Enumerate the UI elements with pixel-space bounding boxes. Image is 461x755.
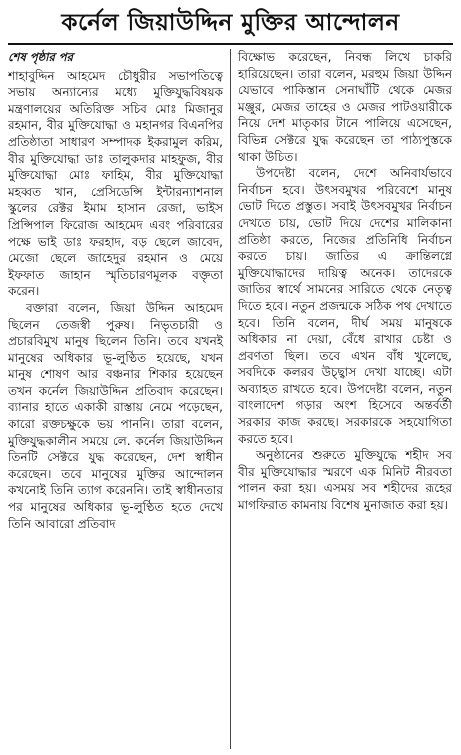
headline: কর্নেল জিয়াউদ্দিন মুক্তির আন্দোলন [61, 9, 400, 36]
paragraph: অনুষ্ঠানের শুরুতে মুক্তিযুদ্ধে শহীদ সব বীর মুক্তিযোদ্ধার স্মরণে এক মিনিট নীরবতা পালন করা হয়। এসময় সব শহীদের রূহের মাগফিরাত কামনায় বিশেষ মুনাজাত করা হয়। [238, 448, 452, 513]
left-column [8, 49, 230, 749]
right-column [230, 49, 452, 749]
paragraph: উপদেষ্টা বলেন, দেশে অনিবার্যভাবে নির্বাচন হবে। উৎসবমুখর পরিবেশে মানুষ ভোট দিতে প্রস্তুত। সবাই উৎসবমুখর নির্বাচন দেখতে চায়, ভোট দিয়ে দেশের মালিকানা প্রতিষ্ঠা করতে, নিজের প্রতিনিধি নির্বাচন করতে চায়। জাতির এ ক্রান্তিলগ্নে মুক্তিযোদ্ধাদের দায়িত্ব অনেক। তাদেরকে জাতির স্বার্থে সামনের সারিতে থেকে নেতৃত্ব দিতে হবে। নতুন প্রজন্মকে সঠিক পথ দেখাতে হবে। তিনি বলেন, দীর্ঘ সময় মানুষকে অধিকার না দেয়া, বেঁধে রাখার চেষ্টা ও প্রবণতা ছিল। তবে এখন বাঁধ খুলেছে, সবদিকে কলরব উচ্ছ্বাস দেখা যাচ্ছে। এটা অব্যাহত রাখতে হবে। উপদেষ্টা বলেন, নতুন বাংলাদেশ গড়ার অংশ হিসেবে অন্তর্বর্তী সরকার কাজ করছে। সরকারকে সহযোগিতা করতে হবে। [238, 166, 452, 446]
article-body [8, 49, 453, 749]
paragraph: বক্তারা বলেন, জিয়া উদ্দিন আহমেদ ছিলেন তেজস্বী পুরুষ। নিভৃতচারী ও প্রচারবিমুখ মানুষ ছিলেন তিনি। তবে যখনই মানুষের অধিকার ভূ-লুণ্ঠিত হয়েছে, যখন মানুষ শোষণ আর বঞ্চনার শিকার হয়েছেন তখন কর্নেল জিয়াউদ্দিন প্রতিবাদ করেছেন। ব্যানার হাতে একাকী রাস্তায় নেমে পড়েছেন, কারো রক্তচক্ষুকে ভয় পাননি। তারা বলেন, মুক্তিযুদ্ধকালীন সময়ে লে. কর্নেল জিয়াউদ্দিন তিনটি সেক্টরে যুদ্ধ করেছেন, দেশ স্বাধীন করেছেন। তবে মানুষের মুক্তির আন্দোলন কখনোই তিনি ত্যাগ করেননি। তাই স্বাধীনতার পর মানুষের অধিকার ভূ-লুণ্ঠিত হতে দেখে তিনি আবারো প্রতিবাদ [8, 300, 223, 531]
headline-divider [8, 43, 453, 45]
paragraph: বিক্ষোভ করেছেন, নিবন্ধ লিখে চাকরি হারিয়েছেন। তারা বলেন, মরহুম জিয়া উদ্দিন যেভাবে পাকিস্তান সেনাঘাঁটি থেকে মেজর মঞ্জুর, মেজর তাহের ও মেজর পাটওয়ারীকে নিয়ে দেশ মাতৃকার টানে পালিয়ে এসেছেন, বিভিন্ন সেক্টরে যুদ্ধ করেছেন তা পাঠ্যপুস্তকে থাকা উচিত। [238, 50, 452, 164]
paragraph: শাহাবুদ্দিন আহমেদ চৌধুরীর সভাপতিত্বে সভায় অন্যান্যের মধ্যে মুক্তিযুদ্ধবিষয়ক মন্ত্রণালয়ের অতিরিক্ত সচিব মোঃ মিজানুর রহমান, বীর মুক্তিযোদ্ধা ও মহানগর বিএনপির প্রতিষ্ঠাতা সাধারণ সম্পাদক ইকরামুল করিম, বীর মুক্তিযোদ্ধা ডাঃ তালুকদার মাহফুজ, বীর মুক্তিযোদ্ধা মোঃ ফাহিম, বীর মুক্তিযোদ্ধা মহব্বত খান, প্রেসিডেন্সি ইন্টারন্যাশনাল স্কুলের রেক্টর ইমাম হাসান রেজা, ভাইস প্রিন্সিপাল ফিরোজ আহমেদ এবং পরিবারের পক্ষে ভাই ডাঃ ফরহাদ, বড় ছেলে জাবেদ, মেজো ছেলে জাহেদুর রহমান ও মেয়ে ইফফাত জাহান স্মৃতিচারণমূলক বক্তৃতা করেন। [8, 68, 223, 299]
continued-from-label: শেষ পৃষ্ঠার পর [8, 50, 73, 64]
